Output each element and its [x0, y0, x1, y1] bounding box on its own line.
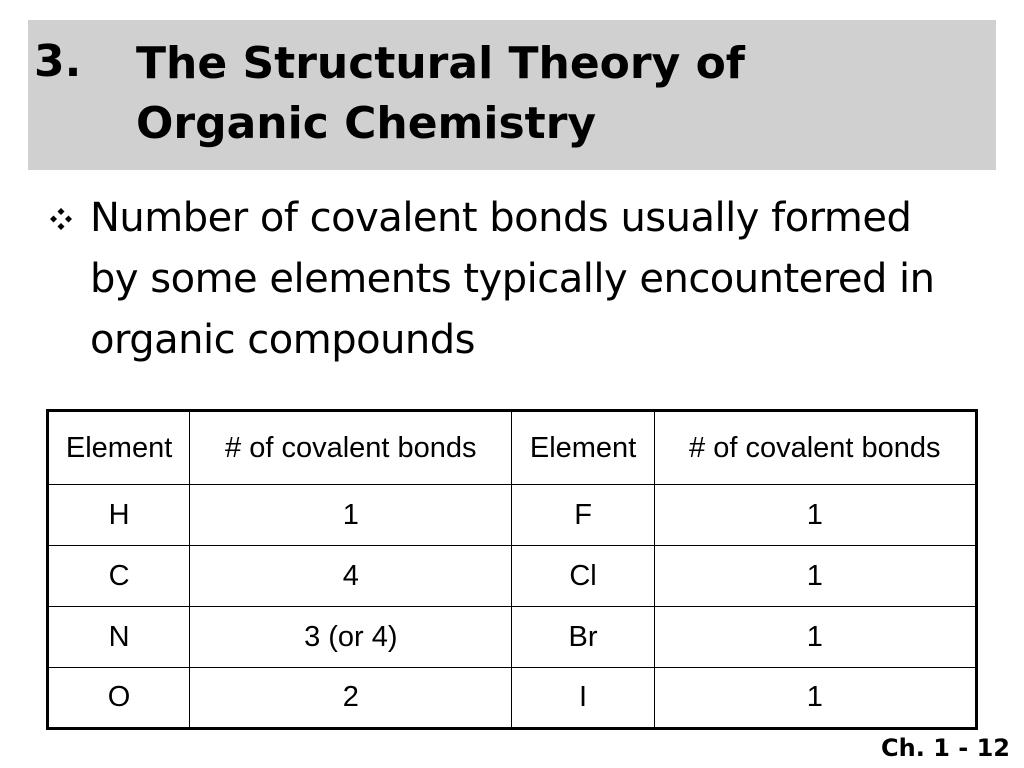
- table-cell: 3 (or 4): [190, 607, 512, 668]
- header-bonds-1: # of covalent bonds: [190, 411, 512, 485]
- table-cell: C: [48, 546, 190, 607]
- table-cell: Cl: [512, 546, 654, 607]
- slide-number: Ch. 1 - 12: [881, 734, 1010, 762]
- table-row: [48, 607, 977, 668]
- table-row: [48, 546, 977, 607]
- covalent-bonds-table: [46, 409, 978, 730]
- title-line-1: The Structural Theory of: [136, 38, 745, 89]
- table-cell: 2: [190, 668, 512, 729]
- table-cell: 1: [654, 607, 976, 668]
- title-line-2: Organic Chemistry: [136, 98, 597, 149]
- table-cell: 1: [654, 668, 976, 729]
- table-cell: 1: [190, 485, 512, 546]
- table-cell: I: [512, 668, 654, 729]
- page-title: [136, 34, 936, 154]
- header-bonds-2: # of covalent bonds: [654, 411, 976, 485]
- header-element-2: Element: [512, 411, 654, 485]
- title-number: 3.: [34, 36, 82, 87]
- table-row: [48, 485, 977, 546]
- bullet-text: Number of covalent bonds usually formed by some elements typically encountered in organic compounds: [90, 195, 935, 363]
- header-element-1: Element: [48, 411, 190, 485]
- table-cell: 1: [654, 485, 976, 546]
- table-cell: H: [48, 485, 190, 546]
- table-cell: Br: [512, 607, 654, 668]
- table-header-row: [48, 411, 977, 485]
- table-cell: N: [48, 607, 190, 668]
- table-cell: O: [48, 668, 190, 729]
- diamond-bullet-icon: [50, 208, 72, 230]
- table-row: [48, 668, 977, 729]
- table-cell: 4: [190, 546, 512, 607]
- table-cell: F: [512, 485, 654, 546]
- table-cell: 1: [654, 546, 976, 607]
